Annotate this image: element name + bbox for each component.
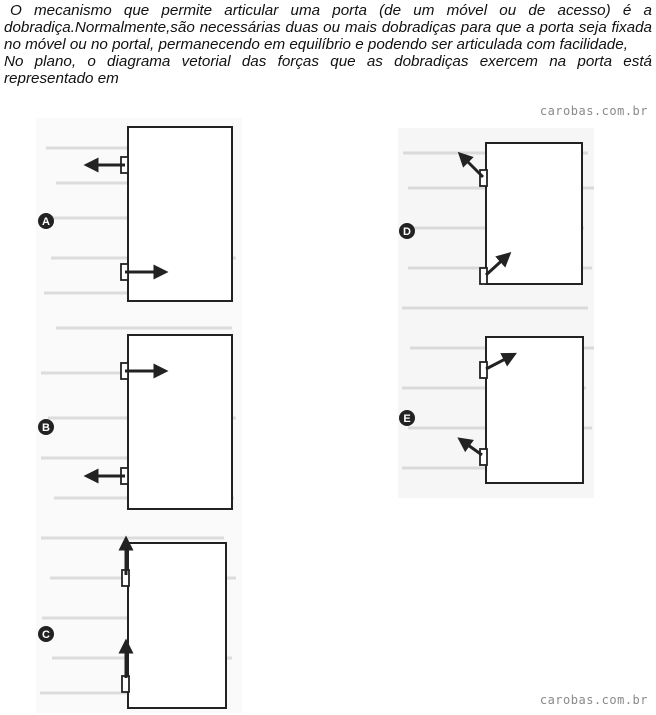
- watermark-bottom: carobas.com.br: [539, 693, 648, 707]
- hinge-e-bottom: [480, 449, 487, 465]
- option-c-letter: C: [42, 629, 50, 641]
- watermark-top: carobas.com.br: [539, 104, 648, 118]
- option-b-letter: B: [42, 422, 50, 434]
- option-a-letter: A: [42, 216, 50, 228]
- option-d-diagram[interactable]: [399, 143, 582, 284]
- option-b-diagram[interactable]: [38, 335, 232, 509]
- option-e-diagram[interactable]: [399, 337, 583, 483]
- option-a-diagram[interactable]: [38, 127, 232, 301]
- option-c-diagram[interactable]: [38, 540, 226, 708]
- question-paragraph-2: No plano, o diagrama vetorial das forças que as dobradiças exercem na porta está representado em: [4, 53, 652, 87]
- option-e-letter: E: [403, 413, 411, 425]
- hinge-d-bottom: [480, 268, 487, 284]
- door-a: [128, 127, 232, 301]
- hinge-d-top: [480, 170, 487, 186]
- door-c: [128, 543, 226, 708]
- option-d-letter: D: [403, 226, 411, 238]
- hinge-e-top: [480, 362, 487, 378]
- question-paragraph-1: O mecanismo que permite articular uma porta (de um móvel ou de acesso) é a dobradiça.Normalmente,são necessárias duas ou mais dobradiças para que a porta seja fixada no móvel ou no portal, permanecendo em equilíbrio e podendo ser articulada com facilidade,: [4, 2, 652, 53]
- force-arrow-e-bottom: [461, 440, 482, 455]
- door-e: [486, 337, 583, 483]
- hinge-c-bottom: [122, 676, 129, 692]
- force-arrow-d-top: [461, 155, 483, 177]
- door-b: [128, 335, 232, 509]
